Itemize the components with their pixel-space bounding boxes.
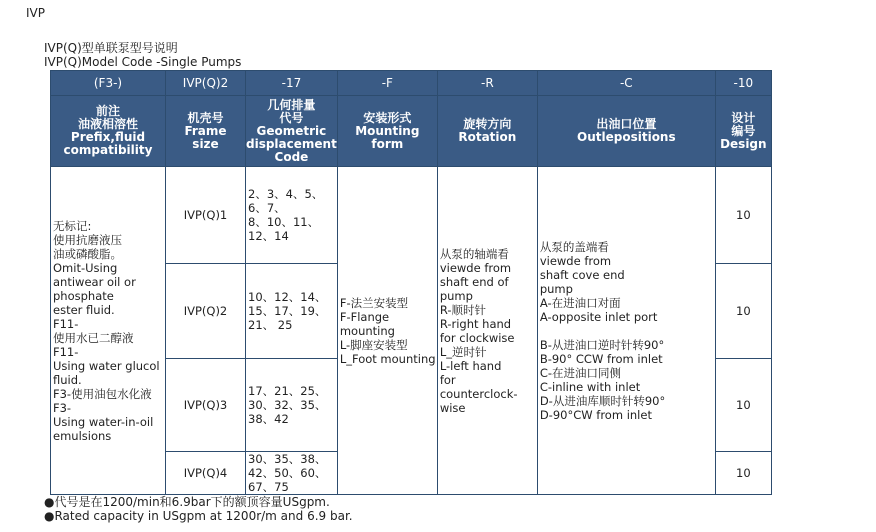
header-line: Prefix,fluid xyxy=(70,130,146,144)
header-frame xyxy=(166,96,246,167)
outlet-line: C-inline with inlet xyxy=(539,379,641,394)
outlet-line xyxy=(540,324,715,338)
code-cell: -C xyxy=(537,71,715,96)
design-number: 10 xyxy=(715,359,771,452)
outlet-line: 从泵的盖端看 xyxy=(539,239,609,254)
outlet-line: B-90° CCW from inlet xyxy=(539,351,663,366)
rotation-line: for xyxy=(439,372,456,387)
header-design xyxy=(715,96,771,167)
prefix-line: F11- xyxy=(53,316,79,331)
header-row xyxy=(51,96,772,167)
rotation-line: wise xyxy=(439,400,466,415)
prefix-cell xyxy=(51,167,166,495)
rotation-line: for clockwise xyxy=(439,330,515,345)
header-line: displacement xyxy=(246,136,337,151)
header-line: 油液相溶性 xyxy=(77,117,138,131)
mounting-line: L_Foot mounting xyxy=(339,351,436,366)
design-number: 10 xyxy=(715,452,771,495)
code-line: 21、 25 xyxy=(248,318,293,332)
code-row xyxy=(51,71,772,96)
header-line: 前注 xyxy=(95,104,120,118)
header-mounting xyxy=(337,96,437,167)
header-line: 机壳号 xyxy=(187,110,224,125)
mounting-line: F-Flange xyxy=(339,309,390,324)
outlet-line: shaft cove end xyxy=(539,267,625,282)
rotation-line: 从泵的轴端看 xyxy=(439,246,509,261)
header-line: Frame xyxy=(184,123,227,138)
model-code-table xyxy=(50,70,772,495)
rotation-line: counterclock- xyxy=(439,386,518,401)
frame-size: IVP(Q)3 xyxy=(166,359,246,452)
displacement-codes xyxy=(246,359,338,452)
prefix-line: 无标记: xyxy=(53,218,92,233)
rotation-line: L_逆时针 xyxy=(439,344,487,359)
rotation-line: shaft end of xyxy=(439,274,509,289)
header-line: 旋转方向 xyxy=(463,117,512,131)
header-line: 代号 xyxy=(279,110,304,125)
code-line: 8、10、11、 xyxy=(248,215,320,229)
prefix-line: F3-使用油包水化液 xyxy=(53,386,152,401)
header-line: Design xyxy=(720,136,767,151)
frame-size: IVP(Q)1 xyxy=(166,167,246,264)
design-number: 10 xyxy=(715,167,771,264)
code-cell: -R xyxy=(437,71,537,96)
outlet-line: D-从进油库顺时针转90° xyxy=(539,393,666,408)
frame-size: IVP(Q)4 xyxy=(166,452,246,495)
header-line: compatibility xyxy=(63,143,153,157)
outlet-line: A-opposite inlet port xyxy=(539,309,658,324)
outlet-line: B-从进油口逆时针转90° xyxy=(539,337,665,352)
header-line: Mounting xyxy=(355,123,420,138)
outlet-line: C-在进油口同侧 xyxy=(539,365,622,380)
header-line: Rotation xyxy=(458,130,517,144)
prefix-line: ester fluid. xyxy=(53,302,115,317)
mounting-line: L-脚座安装型 xyxy=(339,337,408,352)
outlet-cell xyxy=(537,167,715,495)
prefix-line: antiwear oil or xyxy=(53,274,136,289)
footnote-en: ●Rated capacity in USgpm at 1200r/m and 6.9 bar. xyxy=(44,509,353,523)
code-cell: -10 xyxy=(715,71,771,96)
mounting-line: mounting xyxy=(339,323,395,338)
prefix-line: phosphate xyxy=(53,288,114,303)
table-row xyxy=(51,167,772,264)
code-line: 67、75 xyxy=(248,480,289,494)
outlet-line: A-在进油口对面 xyxy=(539,295,621,310)
outlet-line: D-90°CW from inlet xyxy=(539,407,652,422)
code-line: 15、17、19、 xyxy=(248,304,327,318)
rotation-line: L-left hand xyxy=(439,358,502,373)
header-line: Outlepositions xyxy=(577,130,676,144)
header-line: form xyxy=(371,136,404,151)
prefix-line: fluid. xyxy=(53,372,82,387)
outlet-line: pump xyxy=(539,281,573,296)
header-line: Code xyxy=(274,149,309,164)
rotation-line: R-顺时针 xyxy=(439,302,487,317)
code-line: 30、35、38、 xyxy=(248,452,327,466)
prefix-line: emulsions xyxy=(53,428,112,443)
subtitle-en: IVP(Q)Model Code -Single Pumps xyxy=(44,55,242,69)
code-line: 2、3、4、5、 xyxy=(248,187,324,201)
prefix-line: Using water glucol xyxy=(53,358,160,373)
prefix-line: 使用抗磨液压 xyxy=(53,232,122,247)
prefix-line: Omit-Using xyxy=(53,260,118,275)
header-line: size xyxy=(192,136,219,151)
code-cell: (F3-) xyxy=(51,71,166,96)
prefix-line: F11- xyxy=(53,344,79,359)
header-line: 出油口位置 xyxy=(596,117,657,131)
header-line: Geometric xyxy=(256,123,327,138)
rotation-cell xyxy=(437,167,537,495)
prefix-line: F3- xyxy=(53,400,72,415)
displacement-codes xyxy=(246,452,338,495)
code-line: 6、7、 xyxy=(248,201,286,215)
code-line: 10、12、14、 xyxy=(248,290,327,304)
outlet-line: viewde from xyxy=(539,253,612,268)
header-outlet xyxy=(537,96,715,167)
header-displacement xyxy=(246,96,338,167)
subtitle-cn: IVP(Q)型单联泵型号说明 xyxy=(44,41,178,55)
header-line: 安装形式 xyxy=(363,110,412,125)
code-line: 38、42 xyxy=(248,412,289,426)
code-cell: -17 xyxy=(246,71,338,96)
code-cell: -F xyxy=(337,71,437,96)
frame-size: IVP(Q)2 xyxy=(166,264,246,359)
code-line: 17、21、25、 xyxy=(248,384,327,398)
page-title: IVP xyxy=(26,6,45,20)
header-line: 编号 xyxy=(731,123,756,138)
header-prefix xyxy=(51,96,166,167)
header-line: 设计 xyxy=(731,110,756,125)
code-cell: IVP(Q)2 xyxy=(166,71,246,96)
code-line: 42、50、60、 xyxy=(248,466,327,480)
prefix-line: 使用水已二醇液 xyxy=(53,330,134,345)
rotation-line: R-right hand xyxy=(439,316,512,331)
footnote-cn: ●代号是在1200/min和6.9bar下的额顶容量USgpm. xyxy=(44,495,330,509)
mounting-line: F-法兰安装型 xyxy=(339,295,409,310)
design-number: 10 xyxy=(715,264,771,359)
mounting-cell xyxy=(337,167,437,495)
code-line: 12、14 xyxy=(248,229,289,243)
rotation-line: viewde from xyxy=(439,260,512,275)
prefix-line: Using water-in-oil xyxy=(53,414,154,429)
prefix-line: 油或磷酸脂。 xyxy=(53,246,122,261)
displacement-codes xyxy=(246,167,338,264)
header-rotation xyxy=(437,96,537,167)
displacement-codes xyxy=(246,264,338,359)
header-line: 几何排量 xyxy=(267,97,316,112)
rotation-line: pump xyxy=(439,288,473,303)
code-line: 30、32、35、 xyxy=(248,398,327,412)
